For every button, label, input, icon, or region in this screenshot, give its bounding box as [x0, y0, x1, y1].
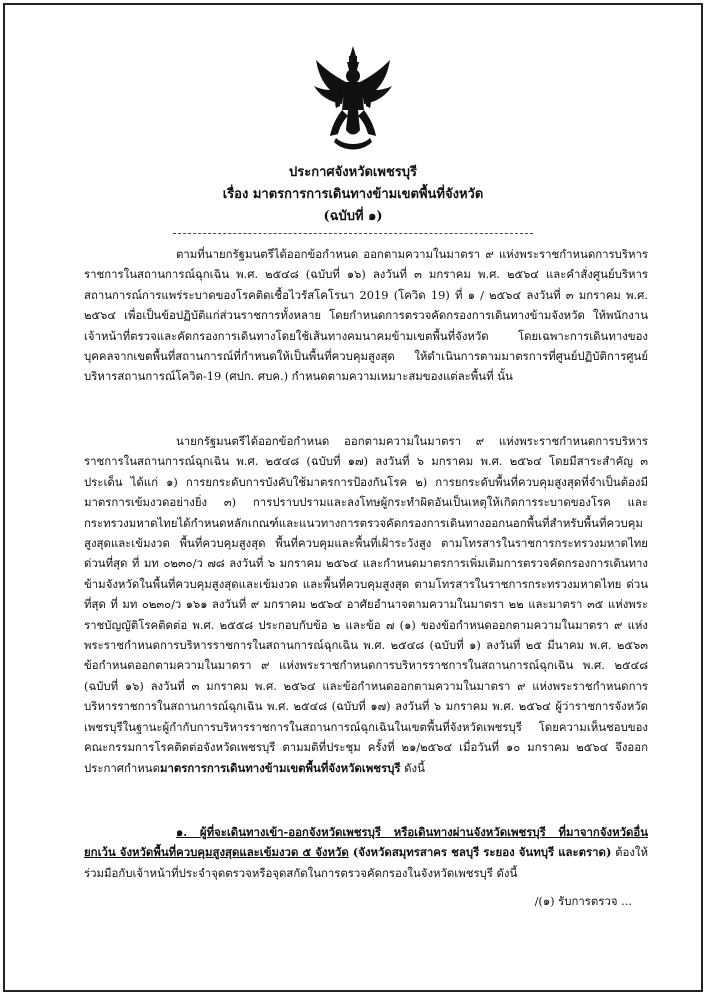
measure-item-1-provinces: (จังหวัดสมุทรสาคร ชลบุรี ระยอง จันทบุรี และตราด) — [348, 845, 612, 860]
body-paragraph-2 — [84, 431, 648, 778]
measure-item-1-rest: ต้องให้ร่วมมือกับเจ้าหน้าที่ประจำจุดตรวจหรือจุดสกัดในการตรวจคัดกรองในจังหวัดเพชรบุรี ดังนี้ — [84, 845, 648, 880]
measure-item-1-underlined: ๑. ผู้ที่จะเดินทางเข้า-ออกจังหวัดเพชรบุรี หรือเดินทางผ่านจังหวัดเพชรบุรี ที่มาจากจังหวัดอื่น ยกเว้น จังหวัดพื้นที่ควบคุมสูงสุดและเข้มงวด ๕ จังหวัด — [84, 825, 648, 860]
announcement-issue-number: (ฉบับที่ ๑) — [323, 209, 383, 224]
page-continuation: /(๑) รับการตรวจ ... — [534, 894, 632, 908]
body-paragraph-1: ตามที่นายกรัฐมนตรีได้ออกข้อกำหนด ออกตามความในมาตรา ๙ แห่งพระราชกำหนดการบริหารราชการในสถานการณ์ฉุกเฉิน พ.ศ. ๒๕๔๘ (ฉบับที่ ๑๖) ลงวันที่ ๓ มกราคม พ.ศ. ๒๕๖๔ และคำสั่งศูนย์บริหารสถานการณ์การแพร่ระบาดของโรคติดเชื้อไวรัสโคโรนา 2019 (โควิด 19) ที่ ๑ / ๒๕๖๔ ลงวันที่ ๓ มกราคม พ.ศ. ๒๕๖๔ เพื่อเป็นข้อปฏิบัติแก่ส่วนราชการทั้งหลาย โดยกำหนดการตรวจคัดกรองการเดินทางข้ามจังหวัด ให้พนักงานเจ้าหน้าที่ตรวจและคัดกรองการเดินทางโดยใช้เส้นทางคมนาคมข้ามเขตพื้นที่จังหวัด โดยเฉพาะการเดินทางของบุคคลจากเขตพื้นที่สถานการณ์ที่กำหนดให้เป็นพื้นที่ควบคุมสูงสุด ให้ดำเนินการตามมาตรการที่ศูนย์ปฏิบัติการศูนย์บริหารสถานการณ์โควิด-19 (ศปก. ศบค.) กำหนดตามความเหมาะสมของแต่ละพื้นที่ นั้น — [84, 247, 648, 384]
body-paragraph-2-bold: มาตรการการเดินทางข้ามเขตพื้นที่จังหวัดเพชรบุรี — [159, 760, 401, 775]
garuda-emblem-icon — [312, 46, 394, 152]
separator-dashes — [173, 233, 533, 234]
announcement-subject: เรื่อง มาตรการการเดินทางข้ามเขตพื้นที่จังหวัด — [222, 187, 484, 202]
announcement-title: ประกาศจังหวัดเพชรบุรี — [289, 165, 417, 180]
body-paragraph-2-end: ดังนี้ — [400, 760, 425, 775]
measure-item-1 — [84, 822, 648, 883]
body-paragraph-2-text: นายกรัฐมนตรีได้ออกข้อกำหนด ออกตามความในมาตรา ๙ แห่งพระราชกำหนดการบริหารราชการในสถานการณ์ฉุกเฉิน พ.ศ. ๒๕๔๘ (ฉบับที่ ๑๗) ลงวันที่ ๖ มกราคม พ.ศ. ๒๕๖๔ โดยมีสาระสำคัญ ๓ ประเด็น ได้แก่ ๑) การยกระดับการบังคับใช้มาตรการป้องกันโรค ๒) การยกระดับพื้นที่ควบคุมสูงสุดที่จำเป็นต้องมีมาตรการเข้มงวดอย่างยิ่ง ๓) การปราบปรามและลงโทษผู้กระทำผิดอันเป็นเหตุให้เกิดการระบาดของโรค และกระทรวงมหาดไทยได้กำหนดหลักเกณฑ์และแนวทางการตรวจคัดกรองการเดินทางออกนอกพื้นที่สำหรับพื้นที่ควบคุมสูงสุดและเข้มงวด พื้นที่ควบคุมสูงสุด พื้นที่ควบคุมและพื้นที่เฝ้าระวังสูง ตามโทรสารในราชการกระทรวงมหาดไทย ด่วนที่สุด ที่ มท ๐๒๓๐/ว ๗๘ ลงวันที่ ๖ มกราคม ๒๕๖๔ และกำหนดมาตรการเพิ่มเติมการตรวจคัดกรองการเดินทางข้ามจังหวัดในพื้นที่ควบคุมสูงสุดและเข้มงวด และพื้นที่ควบคุมสูงสุด ตามโทรสารในราชการกระทรวงมหาดไทย ด่วนที่สุด ที่ มท ๐๒๓๐/ว ๑๖๑ ลงวันที่ ๙ มกราคม ๒๕๖๔ อาศัยอำนาจตามความในมาตรา ๒๒ และมาตรา ๓๕ แห่งพระราชบัญญัติโรคติดต่อ พ.ศ. ๒๕๕๘ ประกอบกับข้อ ๒ และข้อ ๗ (๑) ของข้อกำหนดออกตามความในมาตรา ๙ แห่งพระราชกำหนดการบริหารราชการในสถานการณ์ฉุกเฉิน พ.ศ. ๒๕๔๘ (ฉบับที่ ๑) ลงวันที่ ๒๕ มีนาคม พ.ศ. ๒๕๖๓ ข้อกำหนดออกตามความในมาตรา ๙ แห่งพระราชกำหนดการบริหารราชการในสถานการณ์ฉุกเฉิน พ.ศ. ๒๕๔๘ (ฉบับที่ ๑๖) ลงวันที่ ๓ มกราคม พ.ศ. ๒๕๖๔ และข้อกำหนดออกตามความในมาตรา ๙ แห่งพระราชกำหนดการบริหารราชการในสถานการณ์ฉุกเฉิน พ.ศ. ๒๕๔๘ (ฉบับที่ ๑๗) ลงวันที่ ๖ มกราคม พ.ศ. ๒๕๖๔ ผู้ว่าราชการจังหวัดเพชรบุรีในฐานะผู้กำกับการบริหารราชการในสถานการณ์ฉุกเฉินในเขตพื้นที่จังหวัดเพชรบุรี โดยความเห็นชอบของคณะกรรมการโรคติดต่อจังหวัดเพชรบุรี ตามมติที่ประชุม ครั้งที่ ๒๑/๒๕๖๔ เมื่อวันที่ ๑๐ มกราคม ๒๕๖๔ จึงออกประกาศกำหนด — [84, 434, 648, 775]
